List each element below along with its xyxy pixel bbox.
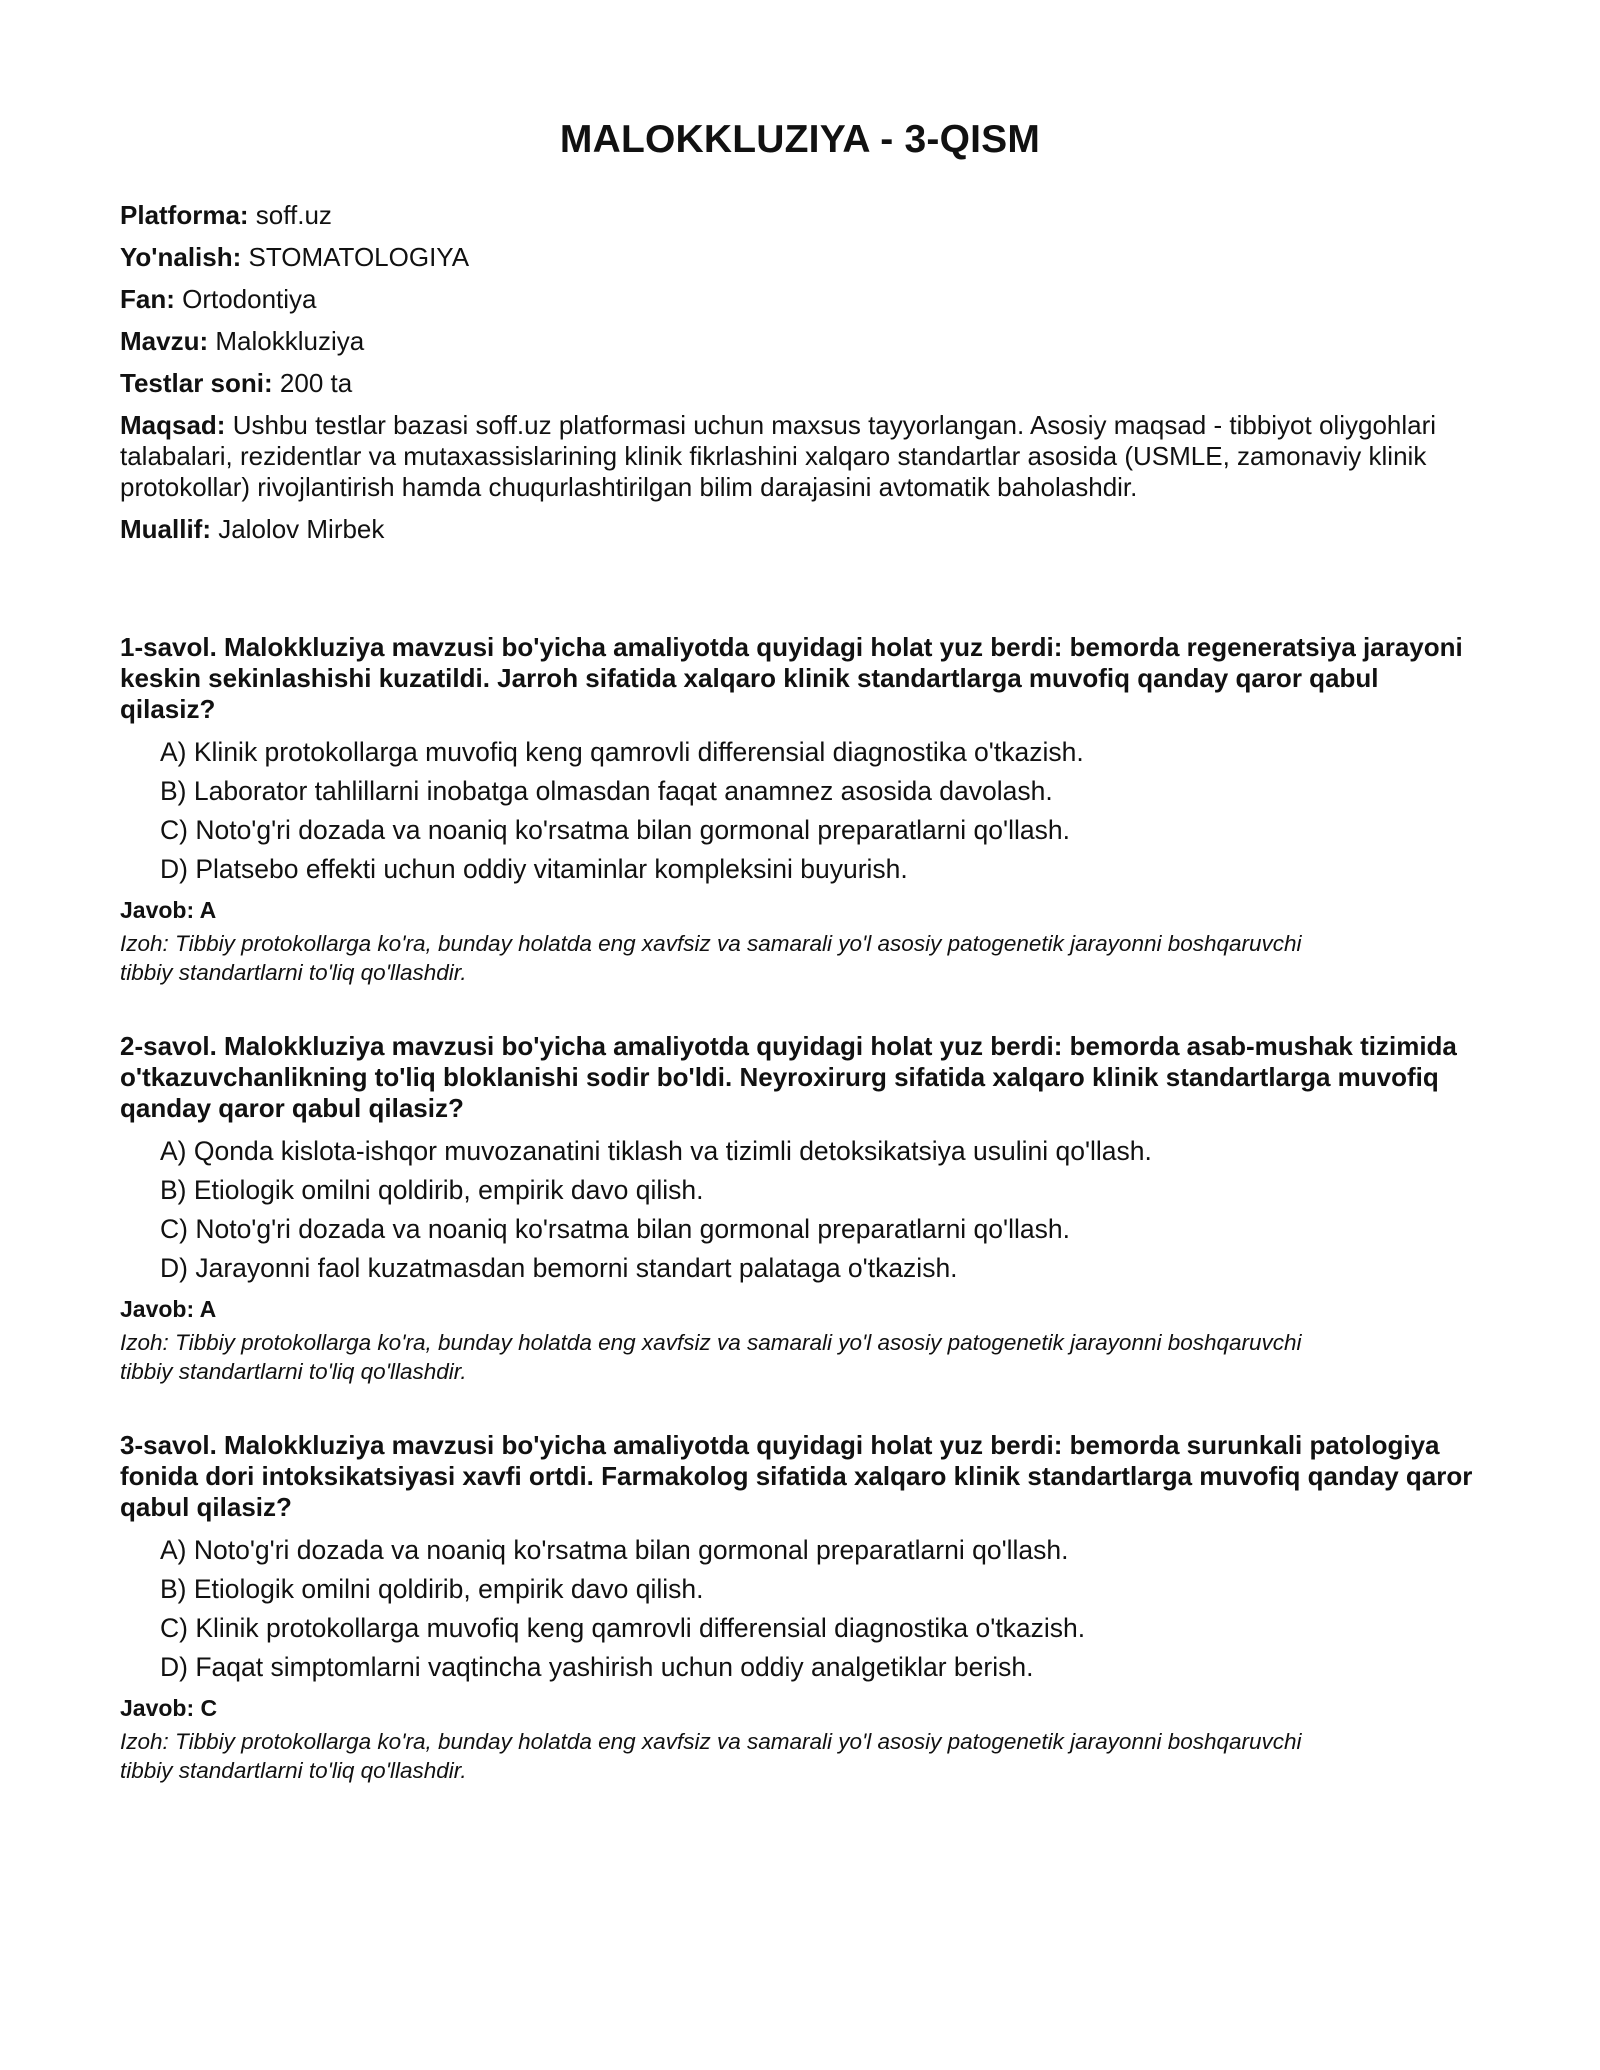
meta-author [120, 514, 1480, 545]
question-text: 2-savol. Malokkluziya mavzusi bo'yicha amaliyotda quyidagi holat yuz berdi: bemorda asab-mushak tizimida o'tkazuvchanlikning to'liq bloklanishi sodir bo'ldi. Neyroxirurg sifatida xalqaro klinik standartlarga muvofiq qanday qaror qabul qilasiz? [120, 1031, 1457, 1123]
meta-platform-key: Platforma: [120, 200, 249, 230]
option-c: C) Klinik protokollarga muvofiq keng qamrovli differensial diagnostika o'tkazish. [160, 1613, 1086, 1643]
option-d: D) Faqat simptomlarni vaqtincha yashirish uchun oddiy analgetiklar berish. [160, 1652, 1034, 1682]
option-d: D) Jarayonni faol kuzatmasdan bemorni standart palataga o'tkazish. [160, 1253, 958, 1283]
explanation-note: Izoh: Tibbiy protokollarga ko'ra, bunday holatda eng xavfsiz va samarali yo'l asosiy patogenetik jarayonni boshqaruvchi tibbiy standartlarni to'liq qo'llashdir. [120, 1330, 1302, 1384]
option-c: C) Noto'g'ri dozada va noaniq ko'rsatma bilan gormonal preparatlarni qo'llash. [160, 1214, 1070, 1244]
meta-test-count-key: Testlar soni: [120, 368, 273, 398]
answer-label: Javob: A [120, 1296, 217, 1322]
meta-platform [120, 200, 1480, 231]
document-meta [120, 200, 1480, 545]
option-list [120, 1535, 1480, 1683]
meta-author-key: Muallif: [120, 514, 211, 544]
meta-direction-value: STOMATOLOGIYA [241, 242, 470, 272]
meta-purpose [120, 410, 1480, 503]
meta-purpose-value: Ushbu testlar bazasi soff.uz platformasi uchun maxsus tayyorlangan. Asosiy maqsad - tibbiyot oliygohlari talabalari, rezidentlar va mutaxassislarining klinik fikrlashini xalqaro standartlar asosida (USMLE, zamonaviy klinik protokollar) rivojlantirish hamda chuqurlashtirilgan bilim darajasini avtomatik baholashdir. [120, 410, 1437, 502]
document-title: MALOKKLUZIYA - 3-QISM [559, 118, 1041, 161]
question-2 [120, 1031, 1480, 1386]
meta-direction-key: Yo'nalish: [120, 242, 242, 272]
question-3 [120, 1430, 1480, 1785]
answer-label: Javob: C [120, 1695, 218, 1721]
meta-subject [120, 284, 1480, 315]
option-a: A) Qonda kislota-ishqor muvozanatini tiklash va tizimli detoksikatsiya usulini qo'llash. [160, 1136, 1152, 1166]
meta-test-count [120, 368, 1480, 399]
question-1 [120, 632, 1480, 987]
option-a: A) Klinik protokollarga muvofiq keng qamrovli differensial diagnostika o'tkazish. [160, 737, 1084, 767]
option-b: B) Etiologik omilni qoldirib, empirik davo qilish. [160, 1574, 704, 1604]
option-c: C) Noto'g'ri dozada va noaniq ko'rsatma bilan gormonal preparatlarni qo'llash. [160, 815, 1070, 845]
meta-test-count-value: 200 ta [272, 368, 353, 398]
meta-topic-value: Malokkluziya [208, 326, 365, 356]
meta-direction [120, 242, 1480, 273]
question-text: 3-savol. Malokkluziya mavzusi bo'yicha amaliyotda quyidagi holat yuz berdi: bemorda surunkali patologiya fonida dori intoksikatsiyasi xavfi ortdi. Farmakolog sifatida xalqaro klinik standartlarga muvofiq qanday qaror qabul qilasiz? [120, 1430, 1473, 1522]
option-list [120, 1136, 1480, 1284]
explanation-note: Izoh: Tibbiy protokollarga ko'ra, bunday holatda eng xavfsiz va samarali yo'l asosiy patogenetik jarayonni boshqaruvchi tibbiy standartlarni to'liq qo'llashdir. [120, 1729, 1302, 1783]
option-list [120, 737, 1480, 885]
option-b: B) Etiologik omilni qoldirib, empirik davo qilish. [160, 1175, 704, 1205]
meta-subject-value: Ortodontiya [174, 284, 317, 314]
meta-topic [120, 326, 1480, 357]
option-a: A) Noto'g'ri dozada va noaniq ko'rsatma bilan gormonal preparatlarni qo'llash. [160, 1535, 1069, 1565]
answer-label: Javob: A [120, 897, 217, 923]
meta-purpose-key: Maqsad: [120, 410, 226, 440]
document-page [120, 118, 1480, 1829]
meta-topic-key: Mavzu: [120, 326, 209, 356]
question-text: 1-savol. Malokkluziya mavzusi bo'yicha amaliyotda quyidagi holat yuz berdi: bemorda regeneratsiya jarayoni keskin sekinlashishi kuzatildi. Jarroh sifatida xalqaro klinik standartlarga muvofiq qanday qaror qabul qilasiz? [120, 632, 1463, 724]
explanation-note: Izoh: Tibbiy protokollarga ko'ra, bunday holatda eng xavfsiz va samarali yo'l asosiy patogenetik jarayonni boshqaruvchi tibbiy standartlarni to'liq qo'llashdir. [120, 931, 1302, 985]
meta-platform-value: soff.uz [248, 200, 332, 230]
option-d: D) Platsebo effekti uchun oddiy vitaminlar kompleksini buyurish. [160, 854, 908, 884]
meta-author-value: Jalolov Mirbek [211, 514, 385, 544]
question-list [120, 632, 1480, 1785]
meta-subject-key: Fan: [120, 284, 175, 314]
option-b: B) Laborator tahlillarni inobatga olmasdan faqat anamnez asosida davolash. [160, 776, 1053, 806]
